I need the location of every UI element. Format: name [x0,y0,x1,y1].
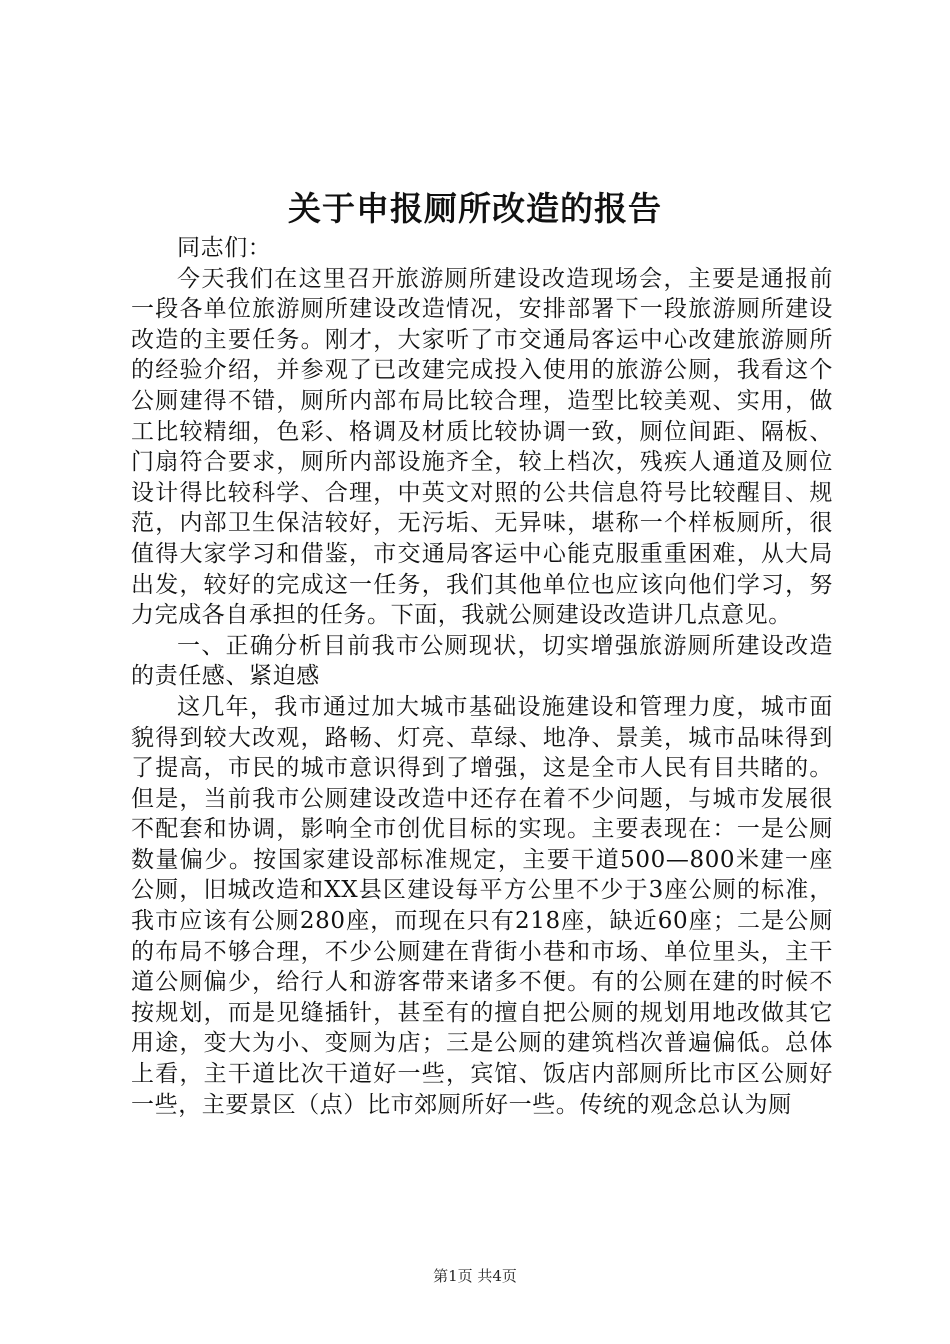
document-body [131,233,833,1120]
page-footer: 第1页 共4页 [433,1267,517,1285]
section-heading-1: 一、正确分析目前我市公厕现状，切实增强旅游厕所建设改造的责任感、紧迫感 [131,632,833,690]
salutation: 同志们： [177,235,272,261]
paragraph-current-status: 这几年，我市通过加大城市基础设施建设和管理力度，城市面貌得到较大改观，路畅、灯亮、草绿、地净、景美，城市品味得到了提高，市民的城市意识得到了增强，这是全市人民有目共睹的。但是，当前我市公厕建设改造中还存在着不少问题，与城市发展很不配套和协调，影响全市创优目标的实现。主要表现在：一是公厕数量偏少。按国家建设部标准规定，主要干道500—800米建一座公厕，旧城改造和XX县区建设每平方公里不少于3座公厕的标准，我市应该有公厕280座，而现在只有218座，缺近60座；二是公厕的布局不够合理，不少公厕建在背街小巷和市场、单位里头，主干道公厕偏少，给行人和游客带来诸多不便。有的公厕在建的时候不按规划，而是见缝插针，甚至有的擅自把公厕的规划用地改做其它用途，变大为小、变厕为店；三是公厕的建筑档次普遍偏低。总体上看，主干道比次干道好一些，宾馆、饭店内部厕所比市区公厕好一些，主要景区（点）比市郊厕所好一些。传统的观念总认为厕 [131,693,833,1118]
document-title: 关于申报厕所改造的报告 [288,189,662,228]
paragraph-intro: 今天我们在这里召开旅游厕所建设改造现场会，主要是通报前一段各单位旅游厕所建设改造情况，安排部署下一段旅游厕所建设改造的主要任务。刚才，大家听了市交通局客运中心改建旅游厕所的经验介绍，并参观了已改建完成投入使用的旅游公厕，我看这个公厕建得不错，厕所内部布局比较合理，造型比较美观、实用，做工比较精细，色彩、格调及材质比较协调一致，厕位间距、隔板、门扇符合要求，厕所内部设施齐全，较上档次，残疾人通道及厕位设计得比较科学、合理，中英文对照的公共信息符号比较醒目、规范，内部卫生保洁较好，无污垢、无异味，堪称一个样板厕所，很值得大家学习和借鉴，市交通局客运中心能克服重重困难，从大局出发，较好的完成这一任务，我们其他单位也应该向他们学习，努力完成各自承担的任务。下面，我就公厕建设改造讲几点意见。 [131,265,833,629]
